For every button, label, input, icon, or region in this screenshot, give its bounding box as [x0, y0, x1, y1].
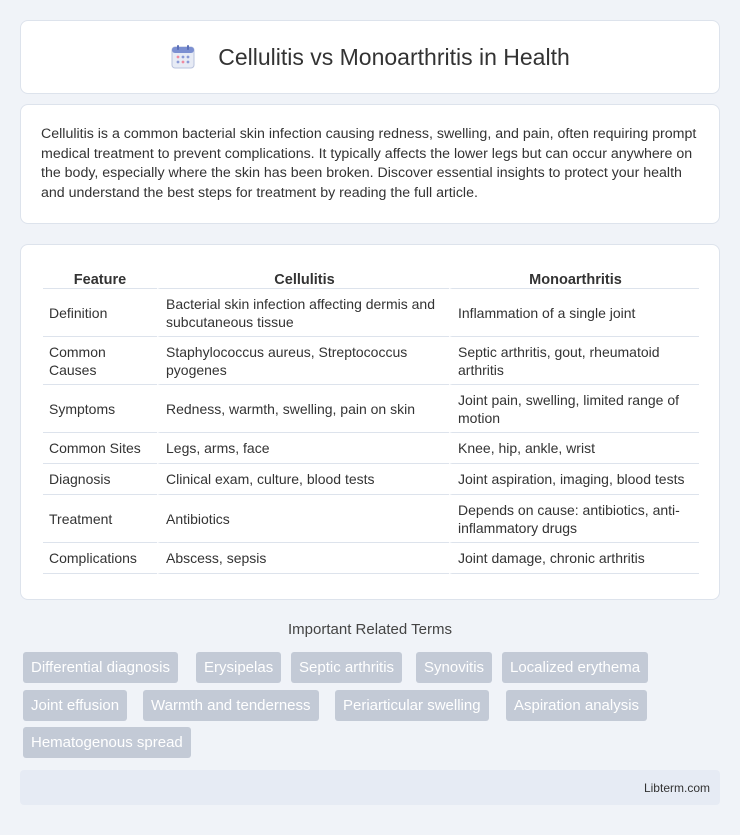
monoarthritis-cell: Joint pain, swelling, limited range of motion	[449, 385, 699, 433]
monoarthritis-cell: Joint damage, chronic arthritis	[449, 543, 699, 574]
feature-cell: Common Causes	[43, 337, 157, 385]
tag-warmth-and-tenderness[interactable]: Warmth and tenderness	[143, 690, 319, 721]
tag-periarticular-swelling[interactable]: Periarticular swelling	[335, 690, 489, 721]
feature-cell: Treatment	[43, 495, 157, 543]
cellulitis-cell: Bacterial skin infection affecting dermis and subcutaneous tissue	[157, 289, 449, 337]
monoarthritis-cell: Inflammation of a single joint	[449, 289, 699, 337]
page-title: Cellulitis vs Monoarthritis in Health	[218, 43, 570, 70]
header-monoarthritis: Monoarthritis	[449, 265, 699, 289]
related-terms-title: Important Related Terms	[288, 621, 452, 638]
comparison-card	[20, 244, 720, 600]
cellulitis-cell: Staphylococcus aureus, Streptococcus pyogenes	[157, 337, 449, 385]
intro-text: Cellulitis is a common bacterial skin infection causing redness, swelling, and pain, often requiring prompt medical treatment to prevent complications. It typically affects the lower legs but can occur anywhere on the body, especially where the skin has been broken. Discover essential insights to protect your health and understand the best steps for treatment by reading the full article.	[41, 126, 697, 201]
tag-synovitis[interactable]: Synovitis	[416, 652, 492, 683]
header	[170, 44, 570, 71]
tag-localized-erythema[interactable]: Localized erythema	[502, 652, 648, 683]
table-row	[43, 433, 699, 464]
cellulitis-cell: Redness, warmth, swelling, pain on skin	[157, 385, 449, 433]
tag-differential-diagnosis[interactable]: Differential diagnosis	[23, 652, 178, 683]
calendar-icon	[170, 44, 196, 70]
header-card	[20, 20, 720, 94]
intro-card	[20, 104, 720, 224]
feature-cell: Symptoms	[43, 385, 157, 433]
monoarthritis-cell: Depends on cause: antibiotics, anti-inflammatory drugs	[449, 495, 699, 543]
tag-septic-arthritis[interactable]: Septic arthritis	[291, 652, 402, 683]
feature-cell: Diagnosis	[43, 464, 157, 495]
table-row	[43, 543, 699, 574]
cellulitis-cell: Abscess, sepsis	[157, 543, 449, 574]
footer	[20, 770, 720, 805]
cellulitis-cell: Legs, arms, face	[157, 433, 449, 464]
monoarthritis-cell: Joint aspiration, imaging, blood tests	[449, 464, 699, 495]
tag-joint-effusion[interactable]: Joint effusion	[23, 690, 127, 721]
comparison-table	[43, 265, 699, 574]
footer-site-link[interactable]: Libterm.com	[643, 780, 710, 795]
table-row	[43, 495, 699, 543]
table-row	[43, 385, 699, 433]
feature-cell: Complications	[43, 543, 157, 574]
cellulitis-cell: Antibiotics	[157, 495, 449, 543]
tag-erysipelas[interactable]: Erysipelas	[196, 652, 281, 683]
feature-cell: Definition	[43, 289, 157, 337]
table-row	[43, 464, 699, 495]
tag-aspiration-analysis[interactable]: Aspiration analysis	[506, 690, 647, 721]
header-feature: Feature	[43, 265, 157, 289]
cellulitis-cell: Clinical exam, culture, blood tests	[157, 464, 449, 495]
tag-hematogenous-spread[interactable]: Hematogenous spread	[23, 727, 191, 758]
monoarthritis-cell: Septic arthritis, gout, rheumatoid arthritis	[449, 337, 699, 385]
table-header-row	[43, 265, 699, 289]
feature-cell: Common Sites	[43, 433, 157, 464]
monoarthritis-cell: Knee, hip, ankle, wrist	[449, 433, 699, 464]
table-row	[43, 337, 699, 385]
header-cellulitis: Cellulitis	[157, 265, 449, 289]
table-row	[43, 289, 699, 337]
